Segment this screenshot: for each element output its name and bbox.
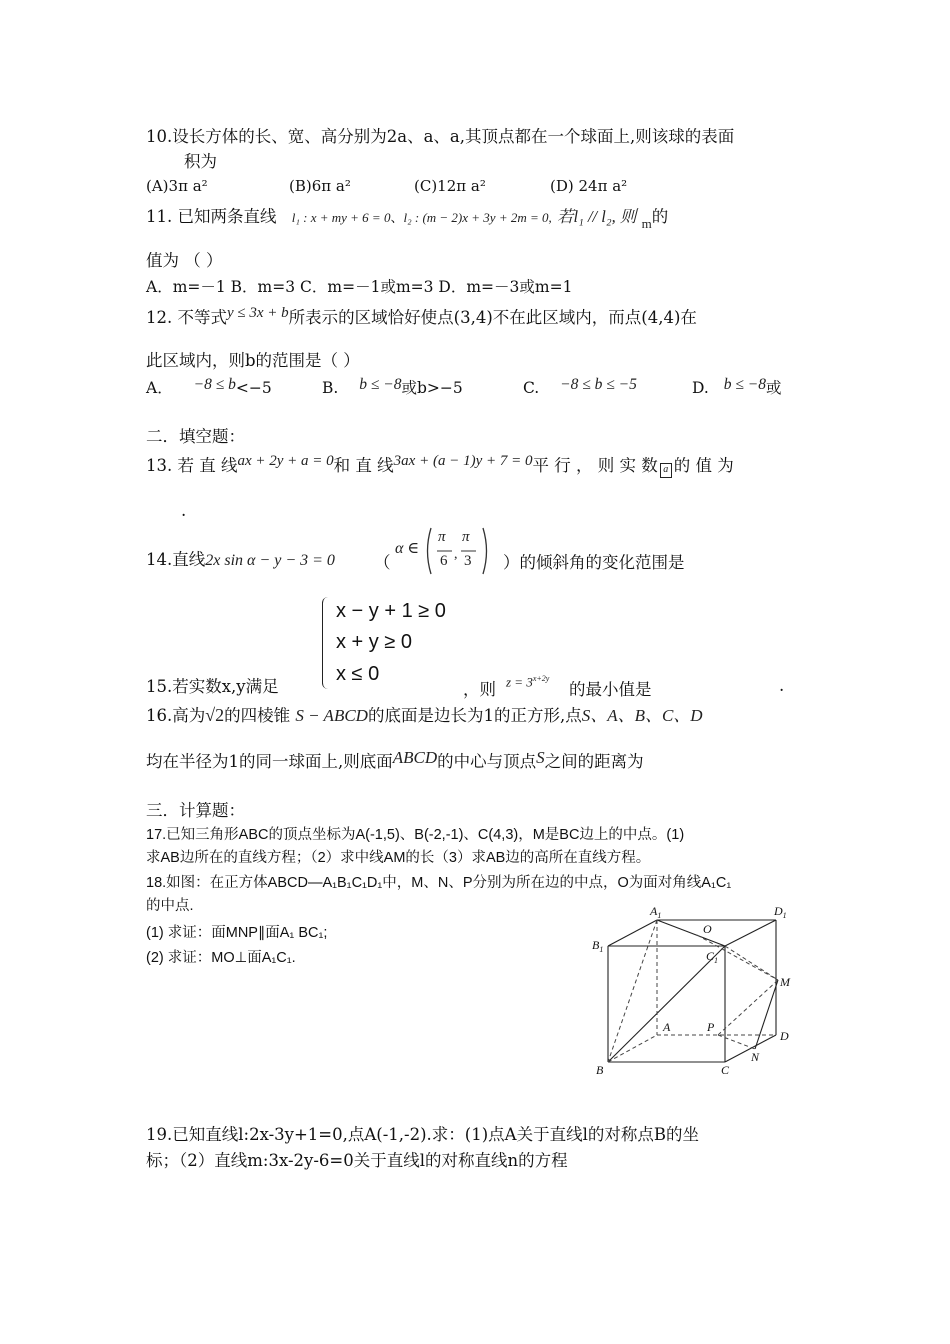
q11-options: A．m=－1 B．m=3 C．m=－1或m=3 D．m=－3或m=1: [146, 278, 573, 296]
q12-option-b-label: B.: [322, 379, 339, 397]
q12-option-d-math: b ≤ −8: [723, 376, 766, 393]
label-A: A: [663, 1020, 671, 1034]
q12-prefix: 12. 不等式: [146, 308, 227, 327]
q10-option-a: (A)3π a²: [146, 177, 208, 195]
q12-option-d: [692, 377, 781, 400]
section-calculation-heading: 三．计算题：: [146, 801, 245, 820]
q11-condition: 若l₁ // l₂, 则: [557, 207, 637, 226]
q12-option-a: [146, 377, 272, 400]
q11-line-l2: l₂ : (m − 2)x + 3y + 2m = 0,: [403, 210, 552, 225]
q13-variable-box: a: [660, 463, 672, 478]
q15-constraint-2: x + y ≥ 0: [336, 631, 413, 653]
q11-line1: [146, 206, 668, 230]
q10-option-b: (B)6π a²: [289, 177, 351, 195]
q11-line2: 值为 （ ）: [146, 251, 223, 270]
label-M: M: [780, 975, 790, 989]
q12-inequality: y ≤ 3x + b: [227, 305, 289, 321]
q13-suffix1: 平 行 ， 则 实 数: [532, 456, 658, 475]
q11-m: m: [641, 216, 652, 231]
cube-figure: [575, 900, 800, 1085]
q18-part1: (1) 求证：面MNP∥面A₁ BC₁;: [146, 925, 328, 941]
q12-option-b-math: b ≤ −8: [359, 376, 402, 393]
q15-constraint-3: x ≤ 0: [336, 663, 380, 685]
q12-suffix: 所表示的区域恰好使点(3,4)不在此区域内，而点(4,4)在: [288, 308, 697, 327]
q14-line: [146, 549, 335, 572]
q11-suffix: 的: [651, 207, 669, 226]
q11-sep: 、: [390, 211, 404, 226]
q15-z: z = 3: [506, 674, 533, 690]
q18-line1: 18.如图：在正方体ABCD—A₁B₁C₁D₁中，M、N、P分别为所在边的中点，O为面对角线A₁C₁: [146, 875, 732, 891]
q16-line2c: 之间的距离为: [544, 752, 644, 771]
q12-option-a-tail: <−5: [235, 379, 272, 397]
label-B: B: [596, 1063, 604, 1077]
q12-line2: 此区域内，则b的范围是（ ）: [146, 351, 360, 370]
q16-text1: 的四棱锥: [224, 706, 291, 725]
label-C: C: [721, 1063, 730, 1077]
q15-exponent: x+2y: [532, 674, 550, 683]
q18-part2: (2) 求证：MO⊥面A₁C₁.: [146, 950, 296, 966]
q15-suffix: 的最小值是: [569, 680, 652, 699]
q13-eq1: ax + 2y + a = 0: [237, 453, 334, 469]
q14-suffix-text: 的倾斜角的变化范围是: [519, 553, 685, 572]
q10-option-c: (C)12π a²: [414, 177, 486, 195]
q11-line-l1: l₁ : x + my + 6 = 0: [291, 210, 391, 225]
q15-end: .: [779, 676, 785, 695]
q14-denominator-6: 6: [440, 553, 448, 569]
q14-denominator-3: 3: [464, 553, 472, 569]
q16-line2: [146, 748, 644, 773]
q15-mid: ，则: [463, 680, 496, 699]
q12-option-a-math: −8 ≤ b: [193, 376, 236, 393]
q16-pyramid: S − ABCD: [295, 706, 368, 725]
q14-paren-open: （: [374, 553, 391, 572]
q13-line2: .: [181, 501, 187, 520]
q13-line1: [146, 455, 734, 478]
q17-line1: 17.已知三角形ABC的顶点坐标为A(-1,5)、B(-2,-1)、C(4,3)，M是BC边上的中点。(1): [146, 827, 685, 843]
q12-option-c-label: C.: [523, 379, 540, 397]
q13-suffix2: 的 值 为: [673, 456, 734, 475]
q15-objective: [506, 674, 549, 690]
q16-line2b: 的中心与顶点: [437, 752, 537, 771]
q12-option-d-tail: 或: [765, 379, 782, 397]
q12-option-c-math: −8 ≤ b ≤ −5: [560, 376, 637, 393]
q12-option-b: [322, 377, 463, 400]
q19-line2: 标；（2）直线m:3x-2y-6=0关于直线l的对称直线n的方程: [146, 1151, 568, 1170]
q14-pi-2: π: [462, 529, 470, 545]
q14-alpha-in: α ∈: [395, 540, 420, 557]
q12-option-c: [523, 377, 637, 400]
q14-interval: [425, 525, 489, 581]
q10-line2: 积为: [184, 152, 217, 171]
label-D: D: [780, 1029, 789, 1043]
label-C1: $C_1$: [706, 949, 719, 965]
q13-prefix: 13. 若 直 线: [146, 456, 238, 475]
q10-option-d: (D) 24π a²: [550, 177, 628, 195]
q15-constraint-1: x − y + 1 ≥ 0: [336, 600, 446, 622]
q18-line2: 的中点.: [146, 898, 194, 914]
q14-prefix: 14.直线: [146, 550, 206, 569]
q16-points: S、A、B、C、D: [581, 706, 703, 725]
q11-prefix: 11. 已知两条直线: [146, 207, 277, 226]
q15-prefix: 15.若实数x,y满足: [146, 677, 279, 696]
q14-equation: 2x sin α − y − 3 = 0: [205, 552, 335, 569]
q12-option-d-label: D.: [692, 379, 709, 397]
q13-mid: 和 直 线: [333, 456, 394, 475]
label-A1: $A_1$: [650, 904, 662, 920]
q13-eq2: 3ax + (a − 1)y + 7 = 0: [393, 453, 533, 469]
q14-suffix: [503, 549, 685, 573]
label-N: N: [751, 1050, 760, 1064]
q16-text2: 的底面是边长为1的正方形,点: [367, 706, 582, 725]
label-O: O: [703, 922, 712, 936]
label-D1: $D_1$: [774, 904, 787, 920]
q16-sqrt2: √2: [205, 705, 225, 725]
q10-line1: 10.设长方体的长、宽、高分别为2a、a、a,其顶点都在一个球面上,则该球的表面: [146, 127, 735, 146]
q15-system-brace: [322, 597, 331, 689]
q16-abcd: ABCD: [392, 748, 438, 767]
q14-comma: ,: [454, 547, 458, 562]
q16-s: S: [536, 748, 545, 767]
q19-line1: 19.已知直线l:2x-3y+1=0,点A(-1,-2).求：(1)点A关于直线l的对称点B的坐: [146, 1125, 699, 1144]
q16-line2a: 均在半径为1的同一球面上,则底面: [146, 752, 393, 771]
q14-pi-1: π: [438, 529, 446, 545]
label-B1: $B_1$: [592, 938, 604, 954]
q12-option-b-tail: 或b>−5: [401, 379, 463, 397]
q12-option-a-label: A．: [146, 379, 173, 397]
q14-paren-close: ）: [503, 553, 520, 572]
q16-line1: [146, 704, 703, 727]
q12-line1: [146, 307, 697, 330]
section-fill-in-heading: 二．填空题：: [146, 427, 245, 446]
q17-line2: 求AB边所在的直线方程；（2）求中线AM的长（3）求AB边的高所在直线方程。: [146, 850, 651, 866]
q16-prefix: 16.高为: [146, 706, 206, 725]
label-P: P: [707, 1020, 715, 1034]
